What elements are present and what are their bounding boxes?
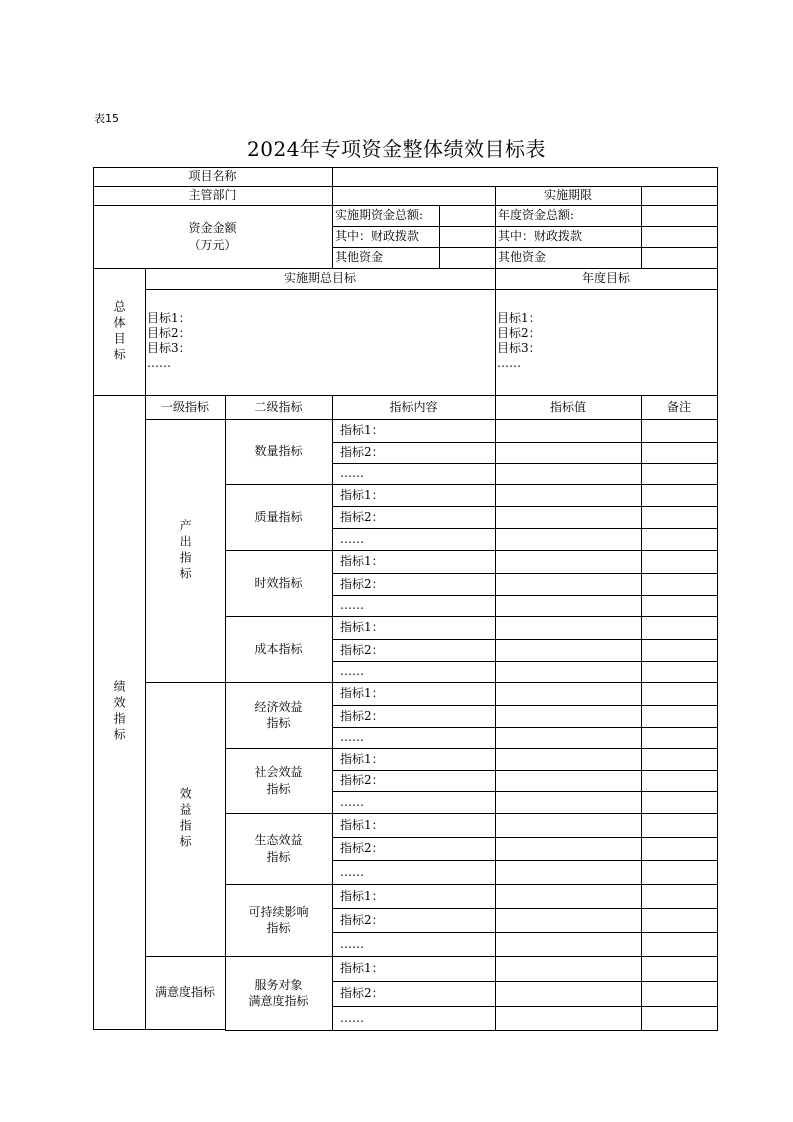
level2-sustainable (225, 884, 333, 957)
fund-label-line2: （万元） (188, 237, 237, 252)
overall-goal-label: 总体目标 (93, 268, 146, 396)
level1-benefit: 效益指标 (145, 682, 226, 957)
col-header-value: 指标值 (495, 395, 642, 420)
indicator-content-economic-3[interactable]: …… (332, 727, 496, 749)
level2-ecological (225, 813, 333, 885)
indicator-remark-quantity-1[interactable] (641, 419, 718, 443)
indicator-value-ecological-1[interactable] (495, 813, 642, 838)
level2-quality-line1: 质量指标 (254, 509, 303, 524)
indicator-value-quality-2[interactable] (495, 506, 642, 529)
level2-satisfaction-line2: 满意度指标 (248, 994, 309, 1008)
indicator-remark-social-3[interactable] (641, 791, 718, 814)
indicator-content-satisfaction-2[interactable]: 指标2： (332, 981, 496, 1007)
indicator-content-cost-1[interactable]: 指标1： (332, 616, 496, 640)
indicator-remark-satisfaction-3[interactable] (641, 1006, 718, 1031)
indicator-remark-ecological-1[interactable] (641, 813, 718, 838)
annual-total-label: 年度资金总额: (495, 205, 642, 227)
indicator-value-social-3[interactable] (495, 791, 642, 814)
project-name-label: 项目名称 (93, 167, 333, 187)
indicator-remark-economic-3[interactable] (641, 727, 718, 749)
indicator-remark-cost-2[interactable] (641, 639, 718, 662)
indicator-content-satisfaction-3[interactable]: …… (332, 1006, 496, 1031)
impl-fiscal-label: 其中：财政拨款 (332, 226, 440, 248)
impl-total-value[interactable] (439, 205, 496, 227)
indicator-value-cost-3[interactable] (495, 661, 642, 683)
indicator-remark-economic-2[interactable] (641, 705, 718, 728)
indicator-content-quality-3[interactable]: …… (332, 528, 496, 551)
annual-goal-ellipsis: …… (497, 356, 521, 370)
indicator-remark-sustainable-3[interactable] (641, 932, 718, 957)
indicator-content-quality-1[interactable]: 指标1： (332, 484, 496, 507)
indicator-content-economic-1[interactable]: 指标1： (332, 682, 496, 706)
indicator-content-social-3[interactable]: …… (332, 791, 496, 814)
indicator-remark-quality-1[interactable] (641, 484, 718, 507)
indicator-remark-satisfaction-1[interactable] (641, 956, 718, 982)
level2-satisfaction-line1: 服务对象 (254, 977, 303, 992)
annual-total-value[interactable] (641, 205, 718, 227)
indicator-remark-ecological-3[interactable] (641, 860, 718, 885)
indicator-remark-quality-3[interactable] (641, 528, 718, 551)
fund-amount-label (93, 205, 333, 269)
level2-social (225, 748, 333, 814)
indicator-value-satisfaction-3[interactable] (495, 1006, 642, 1031)
indicator-value-quantity-1[interactable] (495, 419, 642, 443)
perf-indicator-label: 绩效指标 (93, 395, 146, 1030)
indicator-value-economic-1[interactable] (495, 682, 642, 706)
level2-economic (225, 682, 333, 749)
annual-other-value[interactable] (641, 247, 718, 269)
annual-goal-2: 目标2： (497, 326, 541, 340)
indicator-value-quantity-2[interactable] (495, 442, 642, 464)
indicator-value-timeliness-2[interactable] (495, 573, 642, 596)
level2-cost-line1: 成本指标 (254, 641, 303, 656)
level2-ecological-line2: 指标 (266, 849, 291, 864)
period-label: 实施期限 (495, 186, 642, 206)
indicator-value-quality-3[interactable] (495, 528, 642, 551)
indicator-value-timeliness-1[interactable] (495, 550, 642, 574)
annual-goal-header: 年度目标 (495, 268, 718, 290)
indicator-remark-quality-2[interactable] (641, 506, 718, 529)
period-value[interactable] (641, 186, 718, 206)
annual-goal-list[interactable] (495, 289, 718, 396)
indicator-value-ecological-3[interactable] (495, 860, 642, 885)
indicator-content-cost-3[interactable]: …… (332, 661, 496, 683)
indicator-remark-sustainable-2[interactable] (641, 908, 718, 933)
impl-goal-2: 目标2： (147, 326, 191, 340)
indicator-value-sustainable-3[interactable] (495, 932, 642, 957)
indicator-content-timeliness-3[interactable]: …… (332, 595, 496, 617)
level2-quantity (225, 419, 333, 485)
fund-label-line1: 资金金额 (188, 221, 237, 236)
indicator-content-cost-2[interactable]: 指标2： (332, 639, 496, 662)
impl-other-label: 其他资金 (332, 247, 440, 269)
indicator-value-economic-2[interactable] (495, 705, 642, 728)
indicator-content-timeliness-2[interactable]: 指标2： (332, 573, 496, 596)
indicator-value-satisfaction-1[interactable] (495, 956, 642, 982)
level2-economic-line1: 经济效益 (254, 699, 303, 714)
indicator-content-sustainable-2[interactable]: 指标2： (332, 908, 496, 933)
indicator-value-cost-1[interactable] (495, 616, 642, 640)
indicator-remark-cost-3[interactable] (641, 661, 718, 683)
indicator-content-social-2[interactable]: 指标2： (332, 770, 496, 792)
indicator-value-timeliness-3[interactable] (495, 595, 642, 617)
impl-goal-list[interactable] (145, 289, 496, 396)
col-header-level1: 一级指标 (145, 395, 226, 420)
indicator-remark-social-1[interactable] (641, 748, 718, 771)
indicator-remark-quantity-2[interactable] (641, 442, 718, 464)
indicator-content-economic-2[interactable]: 指标2： (332, 705, 496, 728)
indicator-content-social-1[interactable]: 指标1： (332, 748, 496, 771)
indicator-value-quantity-3[interactable] (495, 463, 642, 485)
table-number: 表15 (94, 112, 119, 125)
dept-value[interactable] (332, 186, 496, 206)
indicator-value-satisfaction-2[interactable] (495, 981, 642, 1007)
indicator-content-timeliness-1[interactable]: 指标1： (332, 550, 496, 574)
level2-economic-line2: 指标 (266, 716, 291, 730)
indicator-value-social-2[interactable] (495, 770, 642, 792)
level2-sustainable-line1: 可持续影响 (248, 904, 309, 919)
indicator-content-quantity-3[interactable]: …… (332, 463, 496, 485)
indicator-content-ecological-2[interactable]: 指标2： (332, 837, 496, 861)
col-header-remark: 备注 (641, 395, 718, 420)
dept-label: 主管部门 (93, 186, 333, 206)
annual-other-label: 其他资金 (495, 247, 642, 269)
indicator-value-cost-2[interactable] (495, 639, 642, 662)
indicator-remark-ecological-2[interactable] (641, 837, 718, 861)
indicator-remark-quantity-3[interactable] (641, 463, 718, 485)
level2-quality (225, 484, 333, 551)
indicator-remark-timeliness-2[interactable] (641, 573, 718, 596)
indicator-content-quantity-1[interactable]: 指标1： (332, 419, 496, 443)
level2-cost (225, 616, 333, 683)
level2-timeliness-line1: 时效指标 (254, 575, 303, 590)
impl-fiscal-value[interactable] (439, 226, 496, 248)
indicator-value-sustainable-2[interactable] (495, 908, 642, 933)
indicator-remark-satisfaction-2[interactable] (641, 981, 718, 1007)
indicator-content-sustainable-3[interactable]: …… (332, 932, 496, 957)
indicator-value-ecological-2[interactable] (495, 837, 642, 861)
impl-goal-3: 目标3： (147, 341, 191, 355)
level1-satisfaction: 满意度指标 (145, 956, 226, 1030)
col-header-content: 指标内容 (332, 395, 496, 420)
indicator-remark-social-2[interactable] (641, 770, 718, 792)
indicator-remark-cost-1[interactable] (641, 616, 718, 640)
annual-goal-3: 目标3： (497, 341, 541, 355)
indicator-content-ecological-3[interactable]: …… (332, 860, 496, 885)
impl-other-value[interactable] (439, 247, 496, 269)
level2-ecological-line1: 生态效益 (254, 833, 303, 848)
indicator-value-social-1[interactable] (495, 748, 642, 771)
level2-sustainable-line2: 指标 (266, 921, 291, 935)
indicator-value-sustainable-1[interactable] (495, 884, 642, 909)
indicator-remark-timeliness-1[interactable] (641, 550, 718, 574)
level1-output: 产出指标 (145, 419, 226, 683)
page-title: 2024年专项资金整体绩效目标表 (247, 137, 546, 161)
indicator-content-ecological-1[interactable]: 指标1： (332, 813, 496, 838)
impl-goal-1: 目标1： (147, 311, 191, 325)
level2-satisfaction (225, 956, 333, 1031)
annual-fiscal-value[interactable] (641, 226, 718, 248)
level2-timeliness (225, 550, 333, 617)
project-name-value[interactable] (332, 167, 718, 187)
col-header-level2: 二级指标 (225, 395, 333, 420)
impl-goal-header: 实施期总目标 (145, 268, 496, 290)
impl-goal-ellipsis: …… (147, 356, 171, 370)
indicator-content-quality-2[interactable]: 指标2： (332, 506, 496, 529)
level2-quantity-line1: 数量指标 (254, 444, 303, 459)
impl-total-label: 实施期资金总额: (332, 205, 440, 227)
annual-goal-1: 目标1： (497, 311, 541, 325)
level2-social-line2: 指标 (266, 781, 291, 796)
indicator-content-quantity-2[interactable]: 指标2： (332, 442, 496, 464)
indicator-content-satisfaction-1[interactable]: 指标1： (332, 956, 496, 982)
indicator-remark-timeliness-3[interactable] (641, 595, 718, 617)
annual-fiscal-label: 其中：财政拨款 (495, 226, 642, 248)
indicator-value-quality-1[interactable] (495, 484, 642, 507)
level2-social-line1: 社会效益 (254, 765, 303, 780)
indicator-content-sustainable-1[interactable]: 指标1： (332, 884, 496, 909)
indicator-remark-sustainable-1[interactable] (641, 884, 718, 909)
indicator-value-economic-3[interactable] (495, 727, 642, 749)
indicator-remark-economic-1[interactable] (641, 682, 718, 706)
